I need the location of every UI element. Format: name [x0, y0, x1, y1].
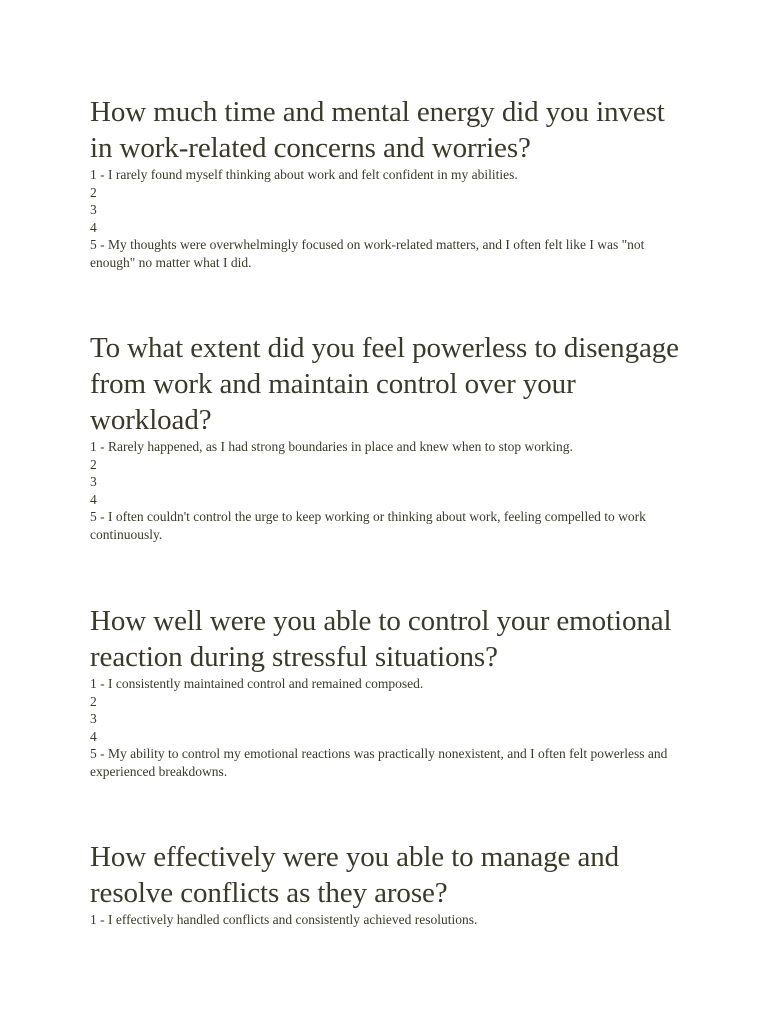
- rating-option-3: 3: [90, 711, 97, 727]
- question-block: [90, 839, 690, 929]
- rating-option-2: 2: [90, 693, 97, 709]
- rating-scale: [90, 438, 690, 544]
- question-block: [90, 94, 690, 272]
- question-title: How much time and mental energy did you invest in work-related concerns and worries?: [90, 96, 665, 164]
- question-title: How well were you able to control your emotional reaction during stressful situations?: [90, 605, 672, 673]
- rating-option-4: 4: [90, 219, 97, 235]
- rating-scale: [90, 166, 690, 272]
- question-block: [90, 330, 690, 544]
- rating-option-5: 5 - My ability to control my emotional reactions was practically nonexistent, and I often felt powerless and experienced breakdowns.: [90, 746, 668, 779]
- rating-scale: [90, 911, 690, 929]
- rating-option-3: 3: [90, 474, 97, 490]
- rating-option-1: 1 - I consistently maintained control and remained composed.: [90, 676, 424, 691]
- rating-option-3: 3: [90, 202, 97, 218]
- question-title: How effectively were you able to manage and resolve conflicts as they arose?: [90, 841, 620, 909]
- rating-option-1: 1 - Rarely happened, as I had strong boundaries in place and knew when to stop working.: [90, 439, 573, 454]
- rating-option-5: 5 - I often couldn't control the urge to keep working or thinking about work, feeling compelled to work continuously.: [90, 509, 646, 542]
- rating-option-2: 2: [90, 184, 97, 200]
- question-block: [90, 603, 690, 781]
- question-title: To what extent did you feel powerless to disengage from work and maintain control over your workload?: [90, 332, 679, 436]
- rating-option-4: 4: [90, 728, 97, 744]
- rating-option-5: 5 - My thoughts were overwhelmingly focused on work-related matters, and I often felt like I was "not enough" no matter what I did.: [90, 237, 645, 270]
- rating-option-1: 1 - I rarely found myself thinking about work and felt confident in my abilities.: [90, 167, 518, 182]
- rating-option-4: 4: [90, 491, 97, 507]
- rating-option-1: 1 - I effectively handled conflicts and consistently achieved resolutions.: [90, 912, 478, 927]
- rating-option-2: 2: [90, 456, 97, 472]
- rating-scale: [90, 675, 690, 781]
